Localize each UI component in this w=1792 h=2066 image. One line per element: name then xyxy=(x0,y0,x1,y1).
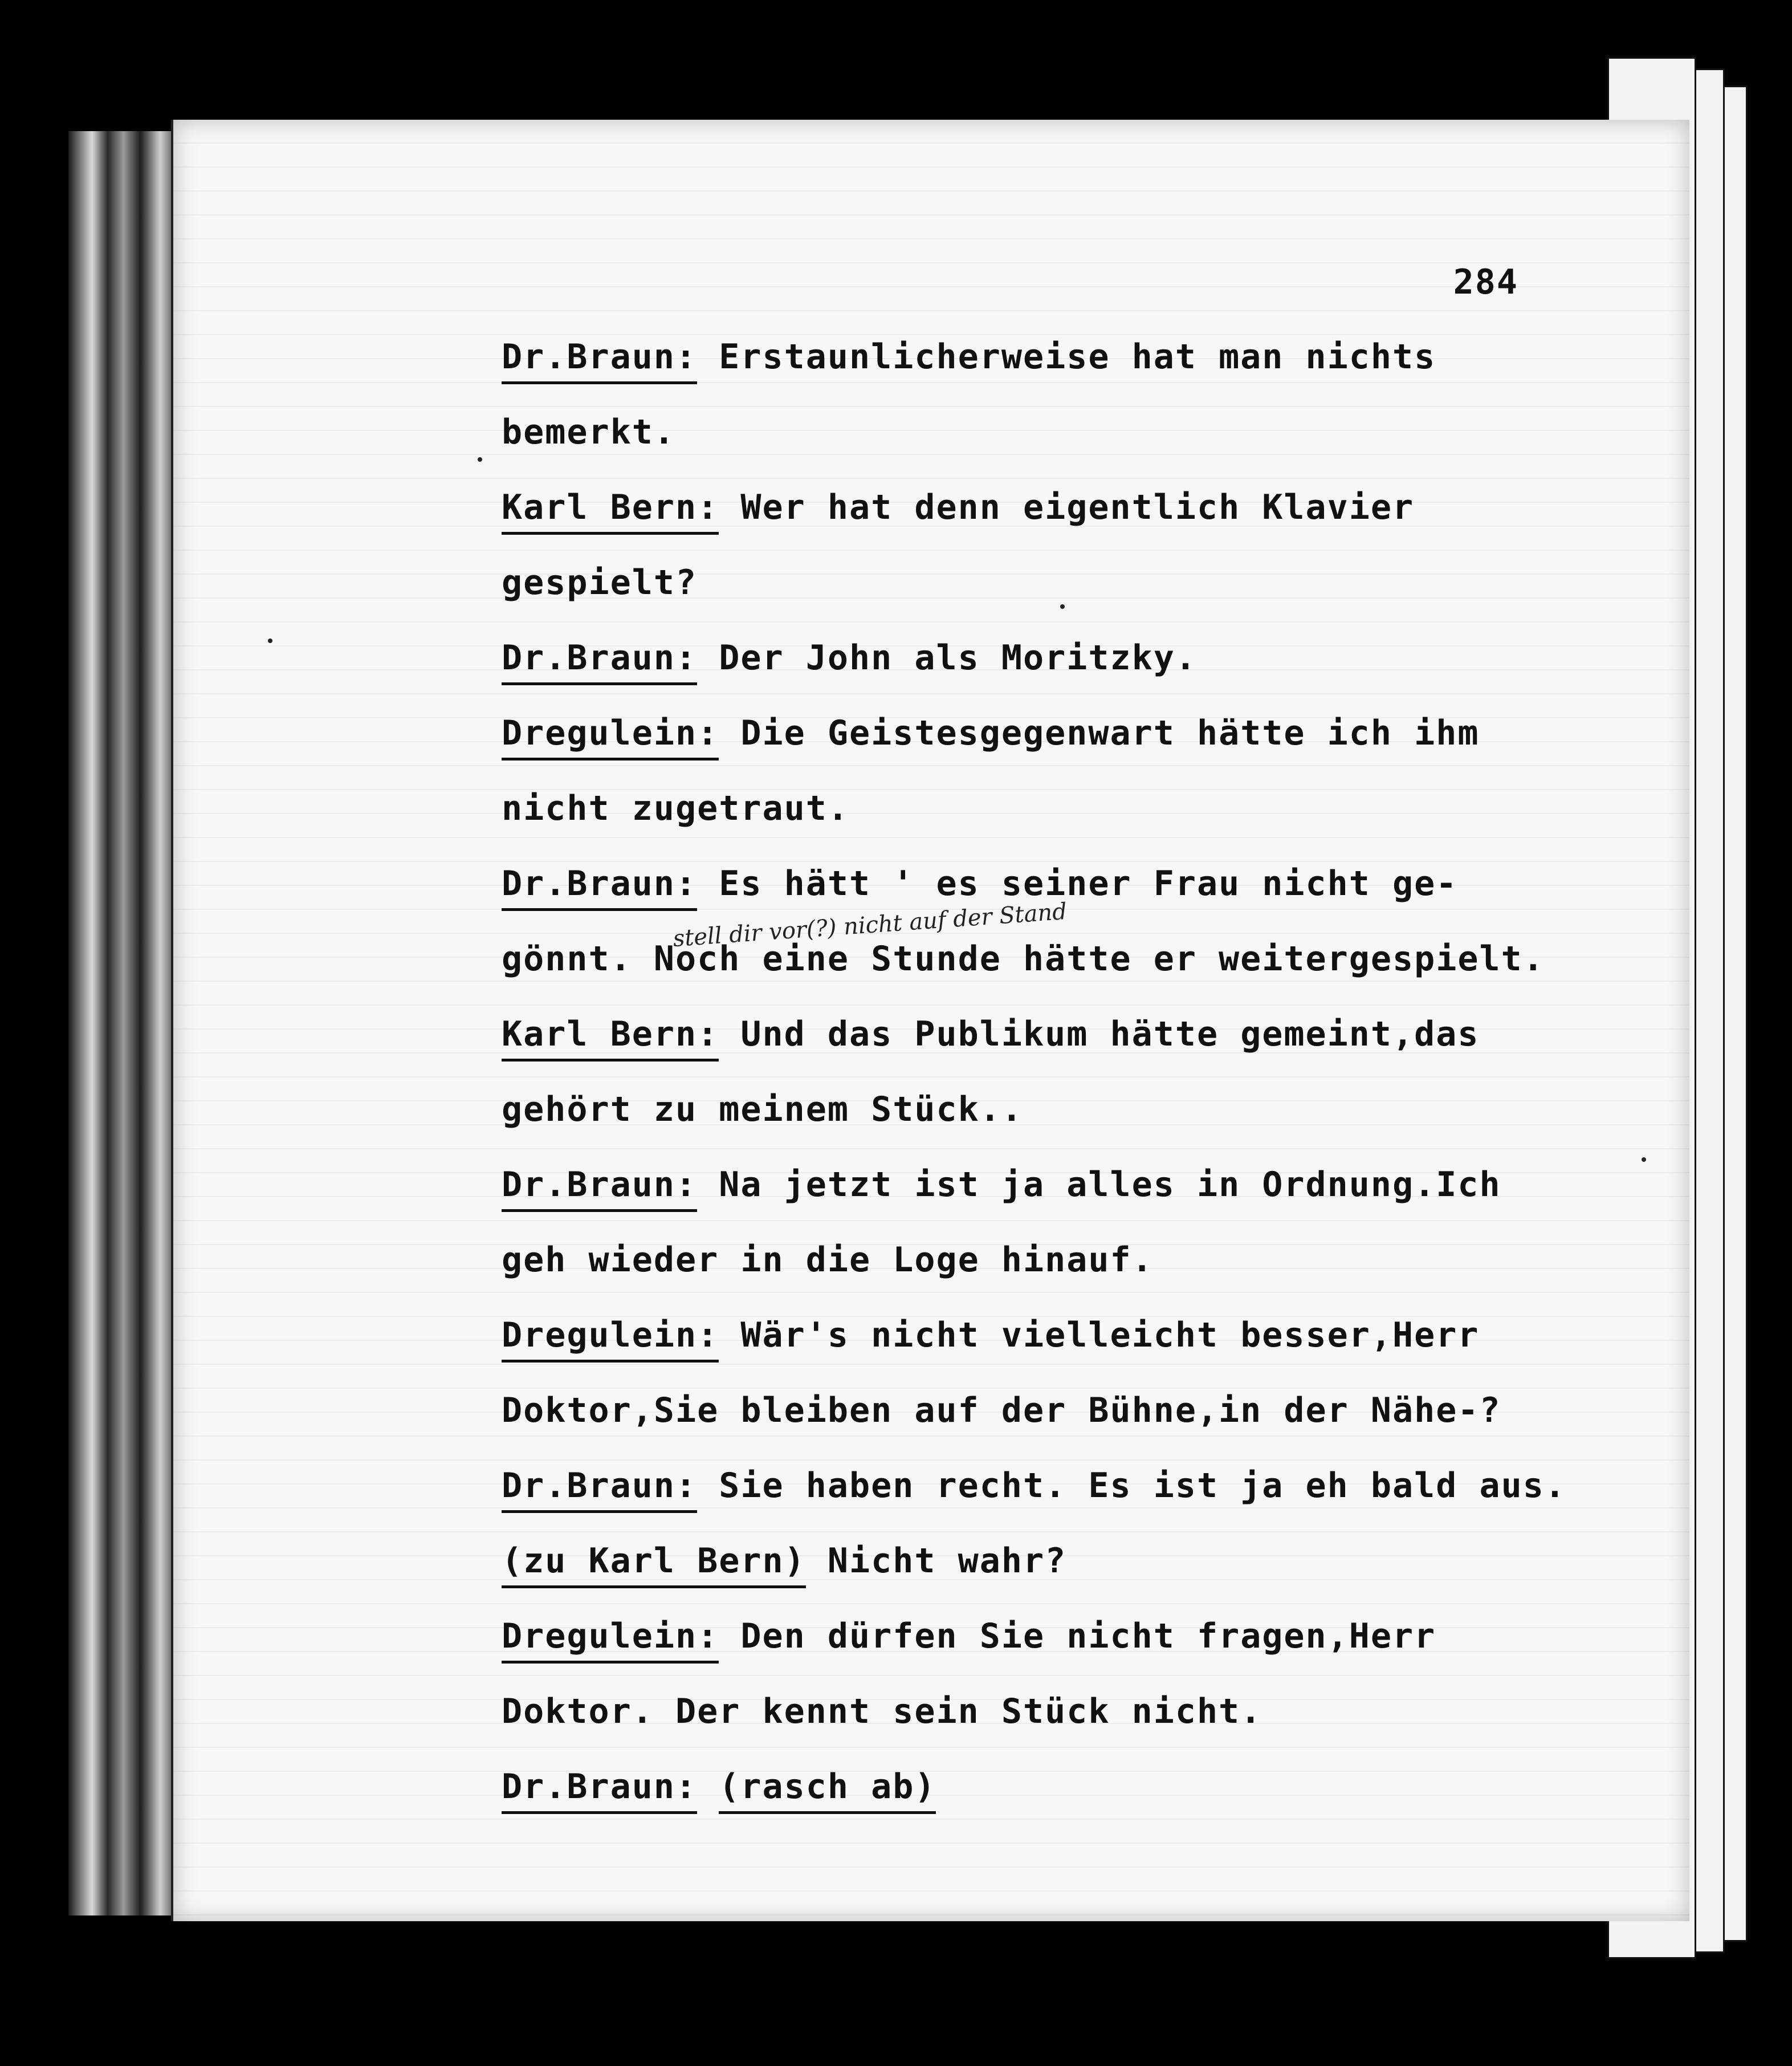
dialogue-line xyxy=(502,771,1642,846)
dialogue-line xyxy=(502,1298,1642,1373)
speaker-label: Karl Bern: xyxy=(502,487,719,535)
dialogue-text: Doktor. Der kennt sein Stück nicht. xyxy=(502,1691,1262,1731)
stage-direction: (zu Karl Bern) xyxy=(502,1541,806,1588)
speaker-label: Dregulein: xyxy=(502,713,719,760)
speaker-label: Dregulein: xyxy=(502,1616,719,1664)
dialogue-text: Wer hat denn eigentlich Klavier xyxy=(719,487,1415,527)
speaker-label: Dr.Braun: xyxy=(502,337,697,384)
dialogue-text: gespielt? xyxy=(502,563,698,603)
dialogue-text: Den dürfen Sie nicht fragen,Herr xyxy=(719,1616,1436,1656)
dialogue-text: Erstaunlicherweise hat man nichts xyxy=(697,337,1436,377)
dialogue-text: Und das Publikum hätte gemeint,das xyxy=(719,1014,1480,1054)
dialogue-line xyxy=(502,1448,1642,1523)
dialogue-text: Es hätt ' es seiner Frau nicht ge- xyxy=(697,864,1458,904)
dialogue-line xyxy=(502,1749,1642,1824)
dialogue-text: geh wieder in die Loge hinauf. xyxy=(502,1240,1154,1280)
dialogue-line xyxy=(502,921,1642,997)
dialogue-block xyxy=(502,319,1642,1824)
dialogue-line xyxy=(502,1523,1642,1599)
scan-speck xyxy=(478,457,482,462)
dialogue-line xyxy=(502,696,1642,771)
dialogue-text: gönnt. Noch eine Stunde hätte er weitergespielt. xyxy=(502,939,1545,979)
speaker-label: Dr.Braun: xyxy=(502,1165,697,1212)
dialogue-line xyxy=(502,1072,1642,1147)
dialogue-line xyxy=(502,395,1642,470)
handwritten-annotation: stell dir vor(?) nicht auf der Stand xyxy=(672,898,1068,953)
speaker-label: Karl Bern: xyxy=(502,1014,719,1062)
dialogue-text: Wär's nicht vielleicht besser,Herr xyxy=(719,1315,1480,1355)
page-number: 284 xyxy=(1453,262,1518,302)
dialogue-text: gehört zu meinem Stück.. xyxy=(502,1089,1023,1129)
scan-speck xyxy=(1060,604,1065,609)
speaker-label: Dr.Braun: xyxy=(502,1767,697,1814)
dialogue-line xyxy=(502,620,1642,696)
stage-direction: (rasch ab) xyxy=(719,1767,936,1814)
speaker-label: Dregulein: xyxy=(502,1315,719,1363)
dialogue-text: Der John als Moritzky. xyxy=(697,638,1197,678)
dialogue-text: Die Geistesgegenwart hätte ich ihm xyxy=(719,713,1480,753)
dialogue-line xyxy=(502,545,1642,620)
dialogue-text: nicht zugetraut. xyxy=(502,788,849,828)
dialogue-text: Sie haben recht. Es ist ja eh bald aus. xyxy=(697,1466,1567,1506)
speaker-label: Dr.Braun: xyxy=(502,1466,697,1513)
dialogue-line xyxy=(502,1222,1642,1298)
dialogue-text: Nicht wahr? xyxy=(805,1541,1067,1581)
dialogue-line xyxy=(502,846,1642,921)
dialogue-line xyxy=(502,1147,1642,1222)
scan-speck xyxy=(1642,1157,1646,1162)
dialogue-text: bemerkt. xyxy=(502,412,675,452)
speaker-label: Dr.Braun: xyxy=(502,864,697,911)
dialogue-text: Na jetzt ist ja alles in Ordnung.Ich xyxy=(697,1165,1501,1205)
dialogue-line xyxy=(502,1674,1642,1749)
dialogue-line xyxy=(502,997,1642,1072)
speaker-label: Dr.Braun: xyxy=(502,638,697,685)
dialogue-line xyxy=(502,1373,1642,1448)
dialogue-line xyxy=(502,1599,1642,1674)
dialogue-line xyxy=(502,470,1642,545)
scan-speck xyxy=(268,638,272,643)
dialogue-line xyxy=(502,319,1642,395)
dialogue-text: Doktor,Sie bleiben auf der Bühne,in der Nähe-? xyxy=(502,1390,1501,1430)
